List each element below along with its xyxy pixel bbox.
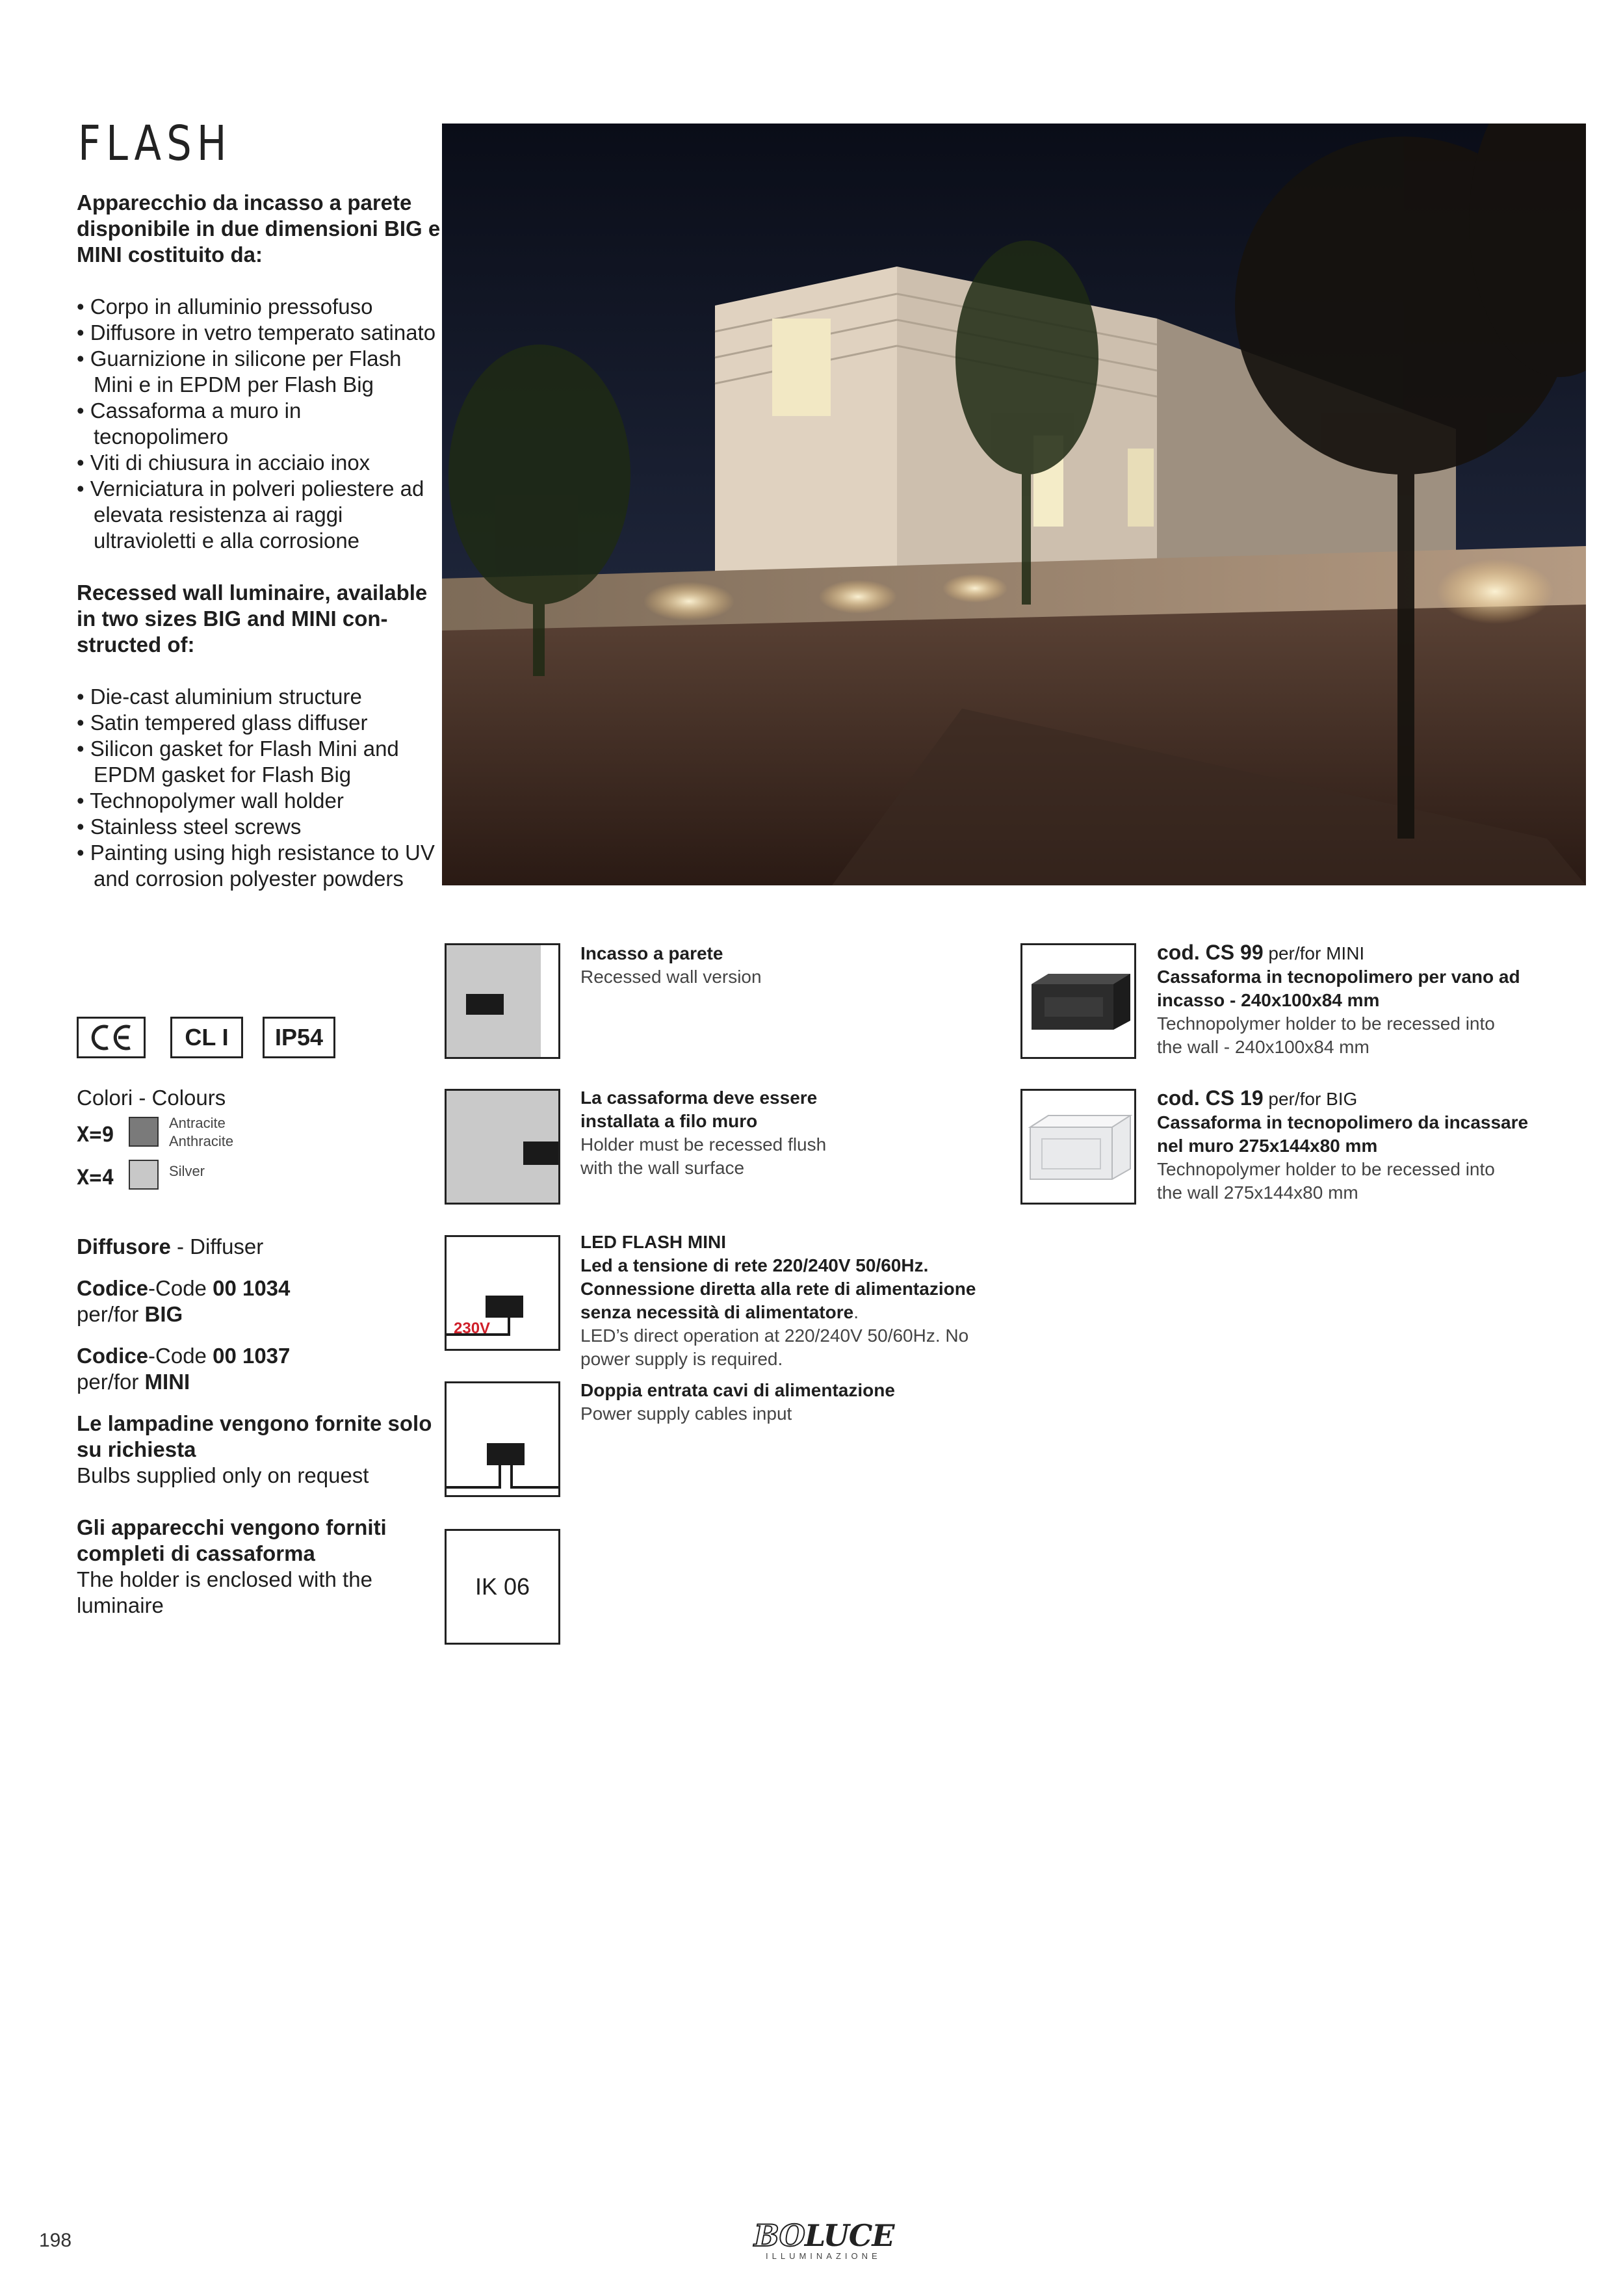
list-item: • Painting using high resistance to UV and corrosion polyester powders	[77, 841, 435, 891]
ik-rating-badge: IK 06	[445, 1529, 560, 1645]
ce-mark-badge	[77, 1017, 146, 1058]
flush-holder-icon	[447, 1091, 558, 1203]
class-badge: CL I	[170, 1017, 243, 1058]
list-item: • Corpo in alluminio pressofuso	[77, 294, 373, 319]
list-item: • Stainless steel screws	[77, 815, 302, 839]
list-item: • Die-cast aluminium structure	[77, 685, 362, 709]
diffuser-heading: Diffusore - Diffuser	[77, 1234, 264, 1259]
ce-mark-icon	[88, 1023, 134, 1052]
brand-logo	[754, 2220, 894, 2261]
description-column	[77, 190, 441, 892]
logo-subtitle: ILLUMINAZIONE	[766, 2251, 881, 2261]
page-title: FLASH	[78, 116, 232, 172]
ip-rating-badge: IP54	[263, 1017, 335, 1058]
colour-swatch-silver	[129, 1160, 159, 1190]
list-item: • Diffusore in vetro temperato satinato	[77, 320, 436, 345]
bulbs-note-italian: Le lampadine vengono fornite solo su richiesta	[77, 1411, 432, 1461]
colour-name-anthracite: Antracite Anthracite	[169, 1115, 234, 1149]
colour-code-silver: X=4	[77, 1165, 114, 1190]
accessory-cs19-image	[1020, 1089, 1136, 1205]
bulbs-note-english: Bulbs supplied only on request	[77, 1463, 369, 1487]
icon-double-cable	[445, 1381, 560, 1497]
list-item: • Satin tempered glass diffuser	[77, 711, 368, 735]
intro-english: Recessed wall luminaire, available in two sizes BIG and MINI con-structed of:	[77, 581, 428, 657]
accessory-cs99-image	[1020, 943, 1136, 1059]
colour-code-anthracite: X=9	[77, 1122, 114, 1147]
intro-italian: Apparecchio da incasso a parete disponibile in due dimensioni BIG e MINI costituito da:	[77, 190, 441, 267]
code-mini: Codice-Code 00 1037	[77, 1344, 291, 1368]
product-installation-photo	[442, 124, 1586, 885]
logo-brand-a: BO	[754, 2218, 805, 2253]
list-item: • Technopolymer wall holder	[77, 789, 344, 813]
features-english-list	[77, 684, 441, 892]
features-italian-list	[77, 294, 441, 554]
double-cable-text: Doppia entrata cavi di alimentazione Power supply cables input	[580, 1380, 895, 1424]
led-flash-mini-text: LED FLASH MINI Led a tensione di rete 220/240V 50/60Hz. Connessione diretta alla rete di alimentazione senza necessità di alimentatore. LED’s direct operation at 220/240V 50/60Hz. No power supply is required.	[580, 1232, 976, 1369]
page-number: 198	[39, 2230, 72, 2251]
holder-box-clear-icon	[1022, 1091, 1134, 1203]
code-big: Codice-Code 00 1034	[77, 1276, 291, 1300]
colour-swatch-anthracite	[129, 1117, 159, 1147]
flush-holder-text: La cassaforma deve essere installata a filo muro Holder must be recessed flush with the wall surface	[580, 1088, 827, 1178]
diffuser-and-codes: Diffusore - Diffuser Codice-Code 00 1034 per/for BIG Codice-Code 00 1037 per/for MINI Le lampadine vengono fornite solo su richiesta Bulbs supplied only on request Gli apparecchi vengono forniti completi di cassaforma The holder is enclosed with the luminaire	[77, 1234, 441, 1619]
recessed-wall-text: Incasso a parete Recessed wall version	[580, 943, 762, 987]
holder-box-dark-icon	[1022, 945, 1134, 1057]
holder-note-italian: Gli apparecchi vengono forniti completi di cassaforma	[77, 1515, 387, 1565]
colour-name-silver: Silver	[169, 1163, 205, 1179]
list-item: • Verniciatura in polveri poliestere ad elevata resistenza ai raggi ultravioletti e alla corrosione	[77, 476, 424, 553]
list-item: • Silicon gasket for Flash Mini and EPDM gasket for Flash Big	[77, 737, 399, 787]
list-item: • Cassaforma a muro in tecnopolimero	[77, 398, 302, 449]
icon-flush-holder	[445, 1089, 560, 1205]
holder-note-english: The holder is enclosed with the luminaire	[77, 1567, 372, 1617]
voltage-label: 230V	[454, 1320, 491, 1337]
recessed-wall-icon	[447, 945, 558, 1057]
list-item: • Guarnizione in silicone per Flash Mini e in EPDM per Flash Big	[77, 346, 402, 397]
logo-brand-b: LUCE	[804, 2218, 894, 2253]
double-cable-icon	[447, 1383, 558, 1495]
accessory-cs99-text: cod. CS 99 per/for MINI Cassaforma in tecnopolimero per vano ad incasso - 240x100x84 mm Technopolymer holder to be recessed into the wall - 240x100x84 mm	[1157, 941, 1520, 1057]
list-item: • Viti di chiusura in acciaio inox	[77, 450, 370, 475]
icon-recessed-wall	[445, 943, 560, 1059]
colours-heading: Colori - Colours	[77, 1086, 226, 1110]
accessory-cs19-text: cod. CS 19 per/for BIG Cassaforma in tecnopolimero da incassare nel muro 275x144x80 mm Technopolymer holder to be recessed into the wall 275x144x80 mm	[1157, 1086, 1529, 1203]
